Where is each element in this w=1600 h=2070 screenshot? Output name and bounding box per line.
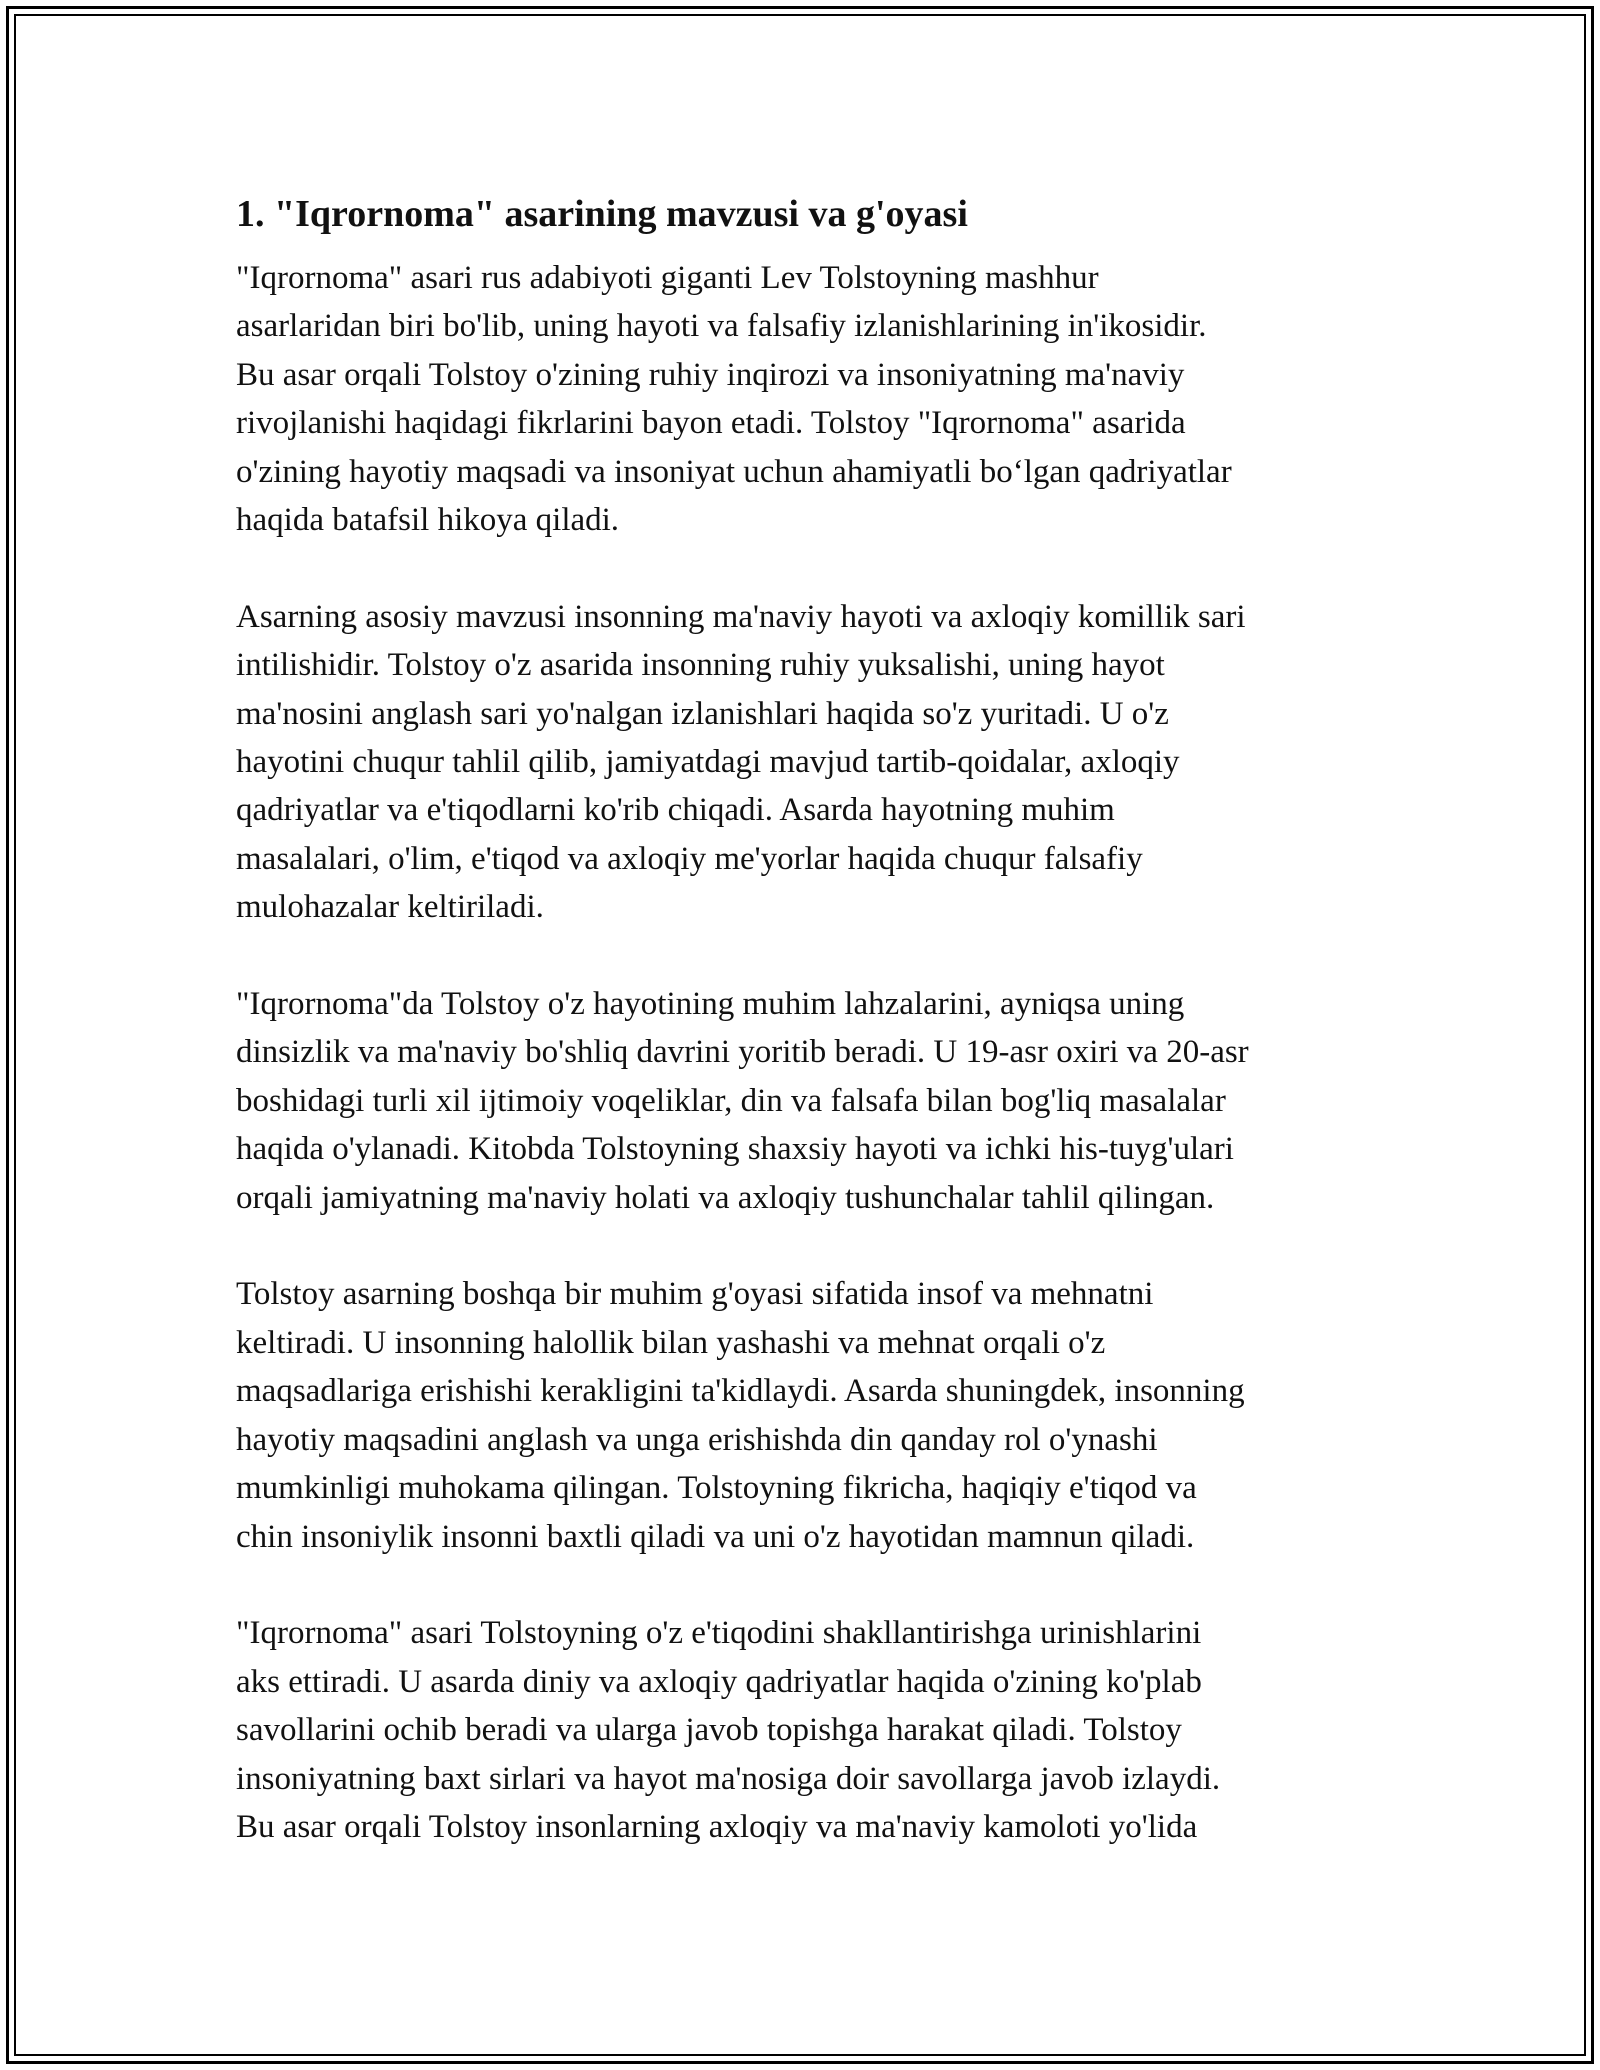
paragraph xyxy=(236,1270,1386,1560)
paragraph-line: ma'nosini anglash sari yo'nalgan izlanishlari haqida so'z yuritadi. U o'z xyxy=(236,695,1169,732)
paragraph-line: mulohazalar keltiriladi. xyxy=(236,889,544,926)
paragraph-line: asarlaridan biri bo'lib, uning hayoti va falsafiy izlanishlarining in'ikosidir. xyxy=(236,308,1207,345)
paragraph-line: hayotiy maqsadini anglash va unga erishishda din qanday rol o'ynashi xyxy=(236,1421,1158,1458)
paragraph-line: orqali jamiyatning ma'naviy holati va axloqiy tushunchalar tahlil qilingan. xyxy=(236,1179,1215,1216)
paragraph-line: mumkinligi muhokama qilingan. Tolstoyning fikricha, haqiqiy e'tiqod va xyxy=(236,1470,1197,1507)
paragraph-line: Asarning asosiy mavzusi insonning ma'naviy hayoti va axloqiy komillik sari xyxy=(236,598,1246,635)
paragraph-line: keltiradi. U insonning halollik bilan yashashi va mehnat orqali o'z xyxy=(236,1324,1106,1361)
paragraph-line: chin insoniylik insonni baxtli qiladi va uni o'z hayotidan mamnun qiladi. xyxy=(236,1518,1195,1555)
paragraph xyxy=(236,1609,1386,1851)
section-heading: 1. "Iqrornoma" asarining mavzusi va g'oyasi xyxy=(236,193,968,235)
paragraph-line: insoniyatning baxt sirlari va hayot ma'nosiga doir savollarga javob izlaydi. xyxy=(236,1760,1221,1797)
paragraph xyxy=(236,980,1386,1222)
paragraph-line: Bu asar orqali Tolstoy o'zining ruhiy inqirozi va insoniyatning ma'naviy xyxy=(236,356,1185,393)
paragraph-line: "Iqrornoma" asari rus adabiyoti giganti Lev Tolstoyning mashhur xyxy=(236,260,1099,296)
paragraph-line: masalalari, o'lim, e'tiqod va axloqiy me'yorlar haqida chuqur falsafiy xyxy=(236,840,1143,877)
paragraph-line: maqsadlariga erishishi kerakligini ta'kidlaydi. Asarda shuningdek, insonning xyxy=(236,1373,1245,1410)
paragraph-line: qadriyatlar va e'tiqodlarni ko'rib chiqadi. Asarda hayotning muhim xyxy=(236,792,1115,829)
paragraph-line: "Iqrornoma"da Tolstoy o'z hayotining muhim lahzalarini, ayniqsa uning xyxy=(236,986,1185,1023)
paragraph-line: haqida batafsil hikoya qiladi. xyxy=(236,502,620,539)
paragraph xyxy=(236,593,1386,932)
paragraph-line: intilishidir. Tolstoy o'z asarida insonning ruhiy yuksalishi, uning hayot xyxy=(236,647,1165,684)
paragraph-container xyxy=(236,254,1386,1851)
document-body xyxy=(236,186,1386,1900)
paragraph xyxy=(236,254,1386,544)
paragraph-line: hayotini chuqur tahlil qilib, jamiyatdagi mavjud tartib-qoidalar, axloqiy xyxy=(236,744,1180,781)
paragraph-line: savollarini ochib beradi va ularga javob topishga harakat qiladi. Tolstoy xyxy=(236,1712,1182,1749)
paragraph-line: dinsizlik va ma'naviy bo'shliq davrini yoritib beradi. U 19-asr oxiri va 20-asr xyxy=(236,1034,1249,1071)
paragraph-line: Bu asar orqali Tolstoy insonlarning axloqiy va ma'naviy kamoloti yo'lida xyxy=(236,1808,1198,1845)
paragraph-line: haqida o'ylanadi. Kitobda Tolstoyning shaxsiy hayoti va ichki his-tuyg'ulari xyxy=(236,1131,1234,1168)
paragraph-line: rivojlanishi haqidagi fikrlarini bayon etadi. Tolstoy "Iqrornoma" asarida xyxy=(236,405,1186,442)
paragraph-line: "Iqrornoma" asari Tolstoyning o'z e'tiqodini shakllantirishga urinishlarini xyxy=(236,1615,1202,1652)
paragraph-line: Tolstoy asarning boshqa bir muhim g'oyasi sifatida insof va mehnatni xyxy=(236,1276,1154,1313)
paragraph-line: o'zining hayotiy maqsadi va insoniyat uchun ahamiyatli bo‘lgan qadriyatlar xyxy=(236,453,1232,490)
paragraph-line: aks ettiradi. U asarda diniy va axloqiy qadriyatlar haqida o'zining ko'plab xyxy=(236,1663,1202,1700)
paragraph-line: boshidagi turli xil ijtimoiy voqeliklar, din va falsafa bilan bog'liq masalalar xyxy=(236,1082,1226,1119)
